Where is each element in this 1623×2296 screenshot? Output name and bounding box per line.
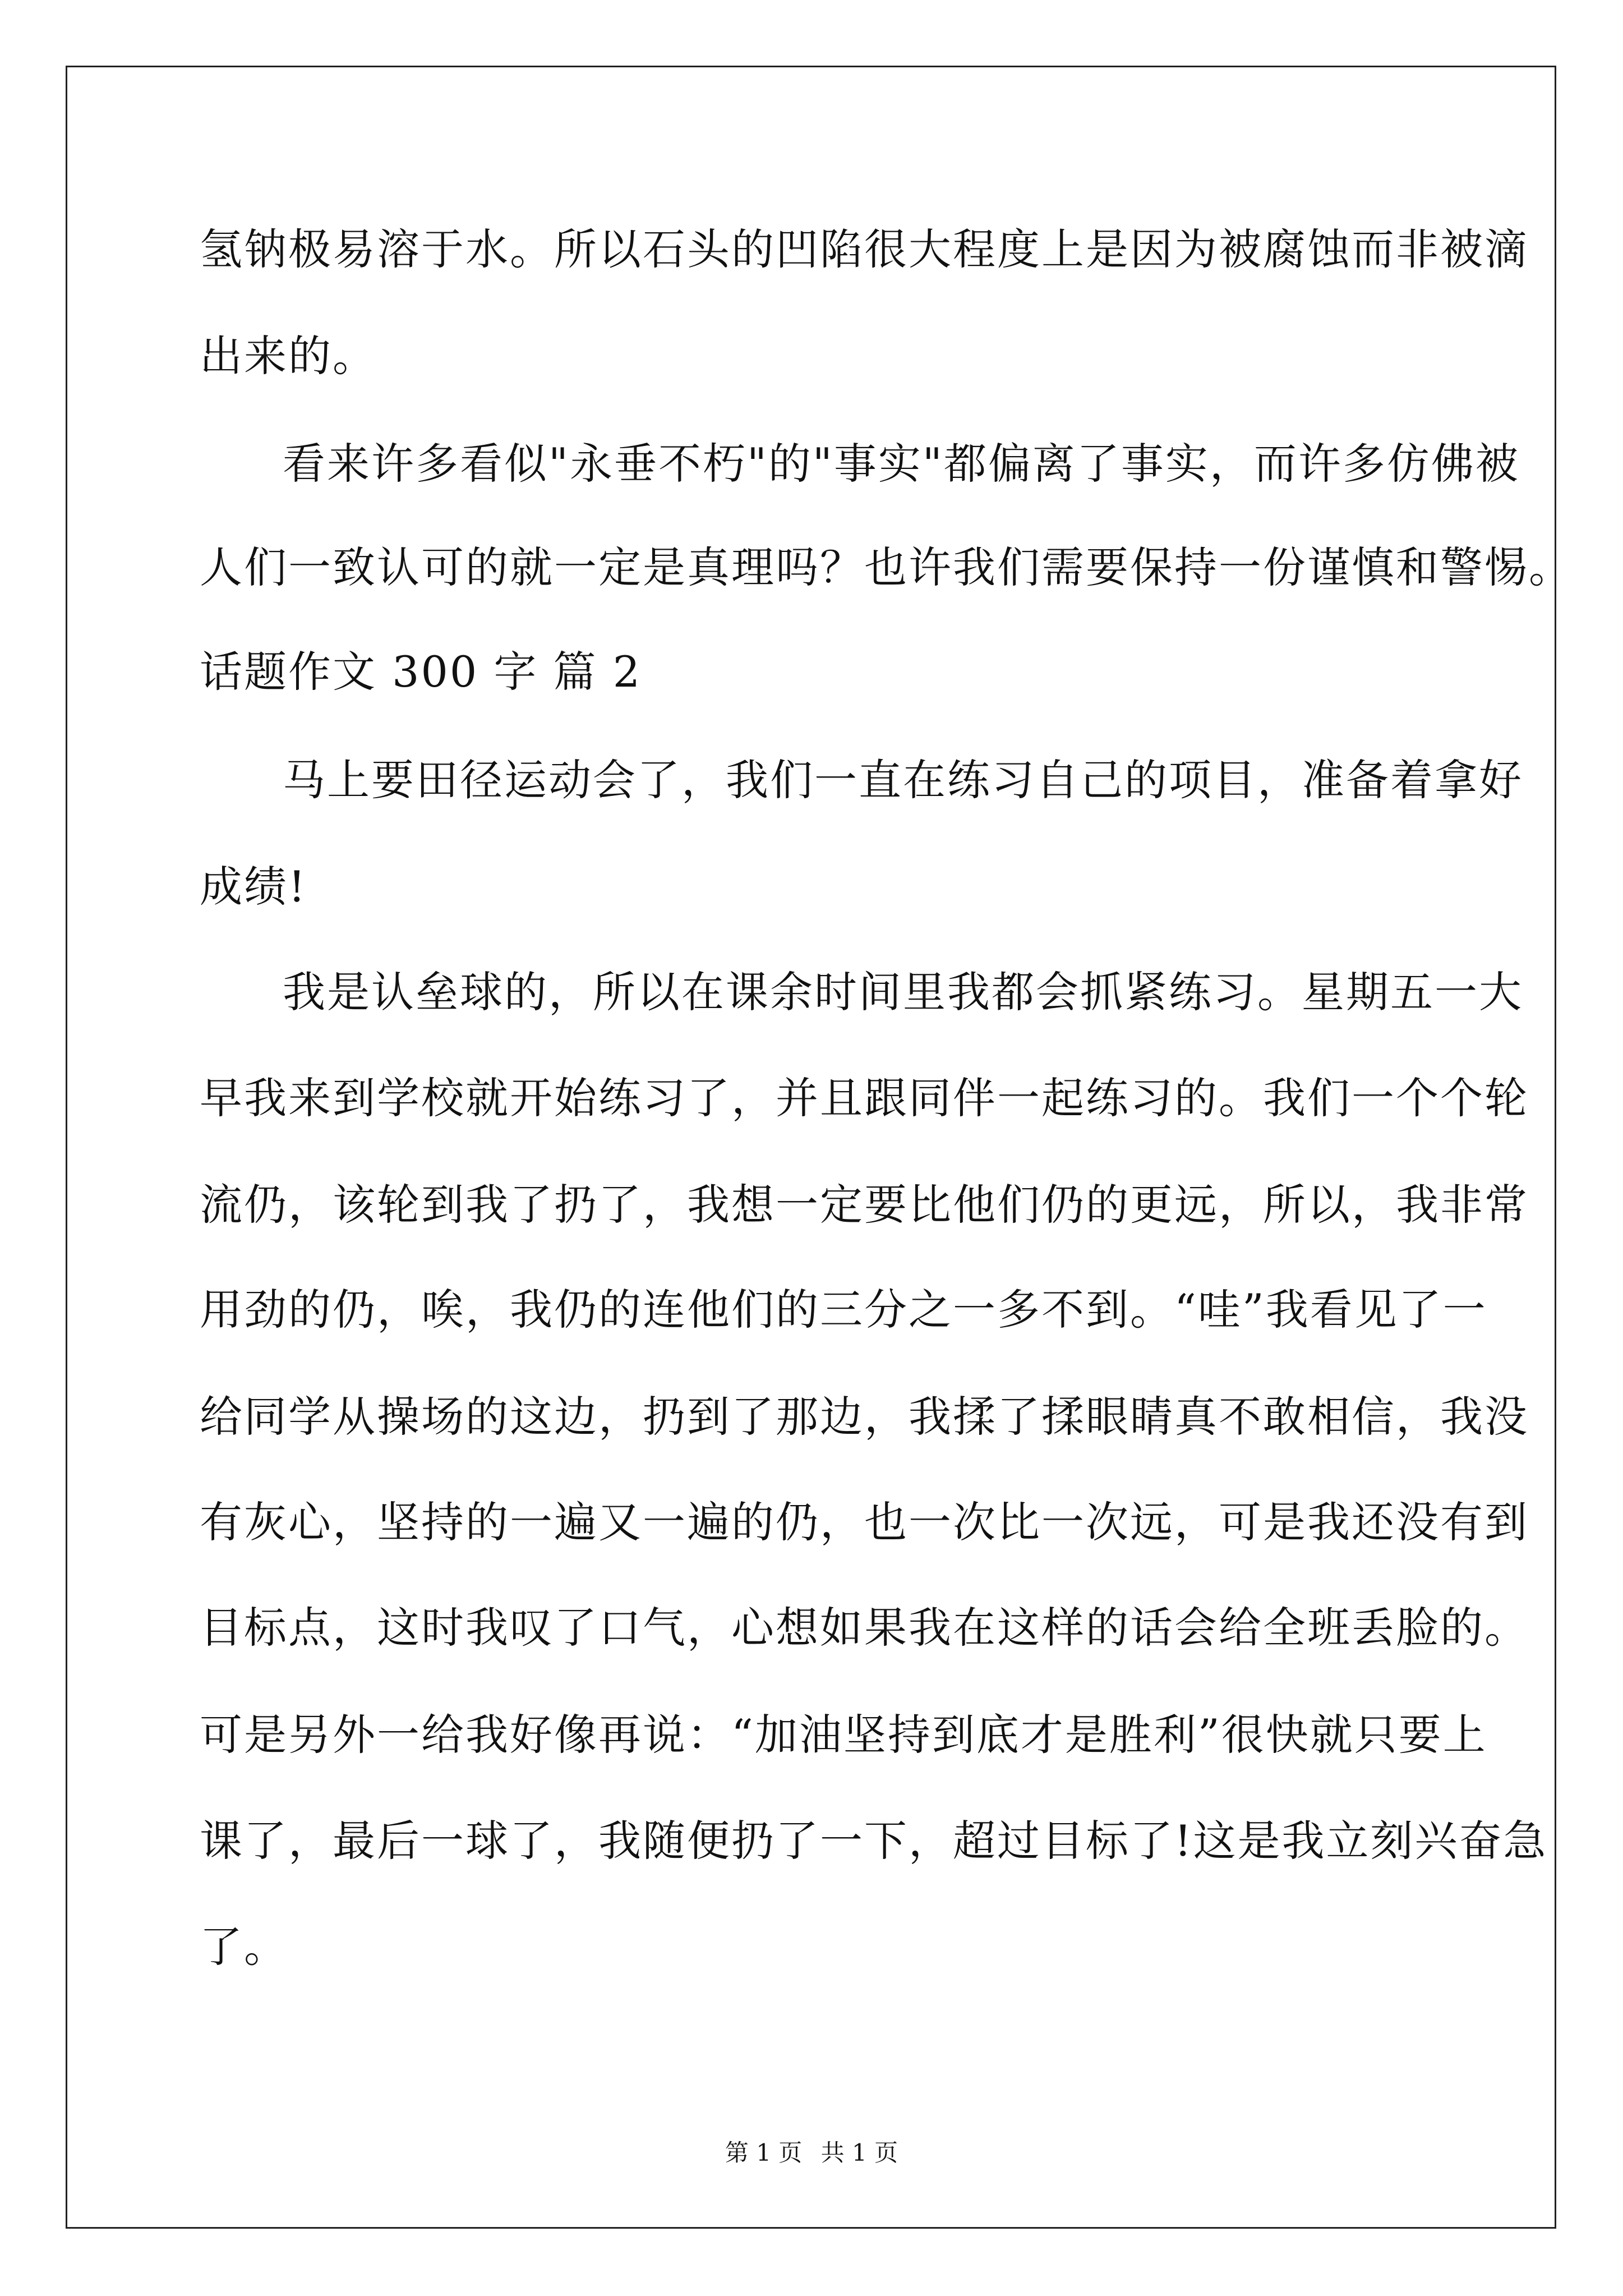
page-footer bbox=[0, 2136, 1623, 2170]
text-line: 了。 bbox=[200, 1922, 288, 1972]
text-line: 氢钠极易溶于水。所以石头的凹陷很大程度上是因为被腐蚀而非被滴 bbox=[200, 224, 1529, 274]
page-total: 共 1 页 bbox=[820, 2139, 898, 2166]
text-line: 人们一致认可的就一定是真理吗？也许我们需要保持一份谨慎和警惕。 bbox=[200, 542, 1573, 592]
page-number: 第 1 页 bbox=[725, 2139, 803, 2166]
text-line: 课了，最后一球了，我随便扔了一下，超过目标了!这是我立刻兴奋急 bbox=[200, 1816, 1548, 1866]
text-line: 给同学从操场的这边，扔到了那边，我揉了揉眼睛真不敢相信，我没 bbox=[200, 1392, 1529, 1442]
text-line: 用劲的仍，唉，我仍的连他们的三分之一多不到。“哇”我看见了一 bbox=[200, 1285, 1487, 1335]
text-line: 早我来到学校就开始练习了，并且跟同伴一起练习的。我们一个个轮 bbox=[200, 1073, 1529, 1123]
section-heading: 话题作文 300 字 篇 2 bbox=[200, 647, 642, 697]
text-line: 目标点，这时我叹了口气，心想如果我在这样的话会给全班丢脸的。 bbox=[200, 1603, 1529, 1653]
text-line: 有灰心，坚持的一遍又一遍的仍，也一次比一次远，可是我还没有到 bbox=[200, 1497, 1529, 1547]
text-line: 我是认垒球的，所以在课余时间里我都会抓紧练习。星期五一大 bbox=[283, 967, 1523, 1017]
text-line: 流仍，该轮到我了扔了，我想一定要比他们仍的更远，所以，我非常 bbox=[200, 1180, 1529, 1230]
text-line: 可是另外一给我好像再说：“加油坚持到底才是胜利”很快就只要上 bbox=[200, 1710, 1487, 1760]
text-line: 马上要田径运动会了，我们一直在练习自己的项目，准备着拿好 bbox=[283, 755, 1523, 805]
text-line: 看来许多看似"永垂不朽"的"事实"都偏离了事实，而许多仿佛被 bbox=[283, 439, 1520, 489]
text-line: 出来的。 bbox=[200, 331, 377, 381]
page-border bbox=[66, 66, 1556, 2229]
text-line: 成绩! bbox=[200, 862, 307, 912]
